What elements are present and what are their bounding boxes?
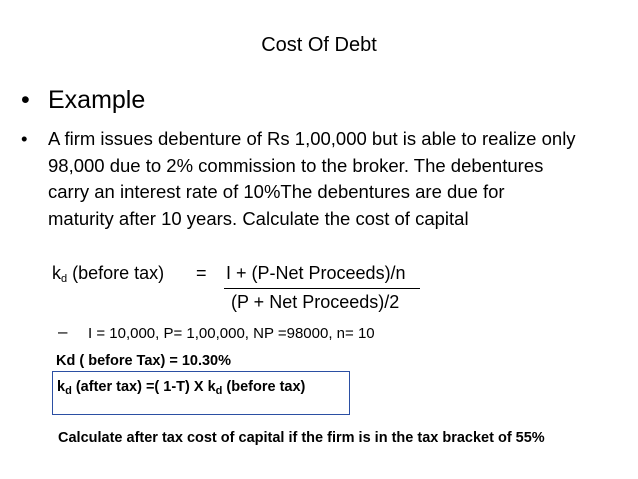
formula-denominator: (P + Net Proceeds)/2 — [231, 292, 400, 312]
problem-line: A firm issues debenture of Rs 1,00,000 but is able to realize only — [48, 128, 576, 149]
fraction-bar — [224, 288, 420, 289]
bullet-dot-icon: • — [21, 128, 28, 149]
problem-paragraph — [48, 126, 628, 232]
formula-k: k — [52, 263, 61, 283]
bullet-dot-icon: • — [21, 86, 30, 114]
kd-after-end: (before tax) — [222, 379, 306, 395]
formula-numerator: I + (P-Net Proceeds)/n — [226, 263, 406, 283]
kd-after-mid: (after tax) =( 1-T) X k — [71, 379, 216, 395]
question-text: Calculate after tax cost of capital if the firm is in the tax bracket of 55% — [58, 430, 545, 446]
formula-equals: = — [196, 263, 207, 283]
problem-line: carry an interest rate of 10%The debentures are due for — [48, 181, 505, 202]
problem-line: maturity after 10 years. Calculate the cost of capital — [48, 207, 469, 229]
kd-after-tax-formula — [57, 379, 305, 397]
kd-after-k: k — [57, 379, 66, 395]
bullet-example-label: Example — [48, 86, 146, 114]
kd-before-tax-result: Kd ( before Tax) = 10.30% — [56, 353, 231, 369]
formula-subscript: d — [61, 273, 68, 285]
slide-title: Cost Of Debt — [261, 34, 377, 56]
kd-after-sub-2: d — [215, 385, 223, 397]
given-dash: – — [58, 322, 68, 341]
formula-lhs — [52, 263, 164, 285]
given-values: I = 10,000, P= 1,00,000, NP =98000, n= 10 — [88, 325, 375, 342]
kd-after-sub-1: d — [65, 385, 72, 397]
problem-line: 98,000 due to 2% commission to the broker. The debentures — [48, 154, 544, 176]
formula-lhs-rest: (before tax) — [67, 263, 165, 283]
